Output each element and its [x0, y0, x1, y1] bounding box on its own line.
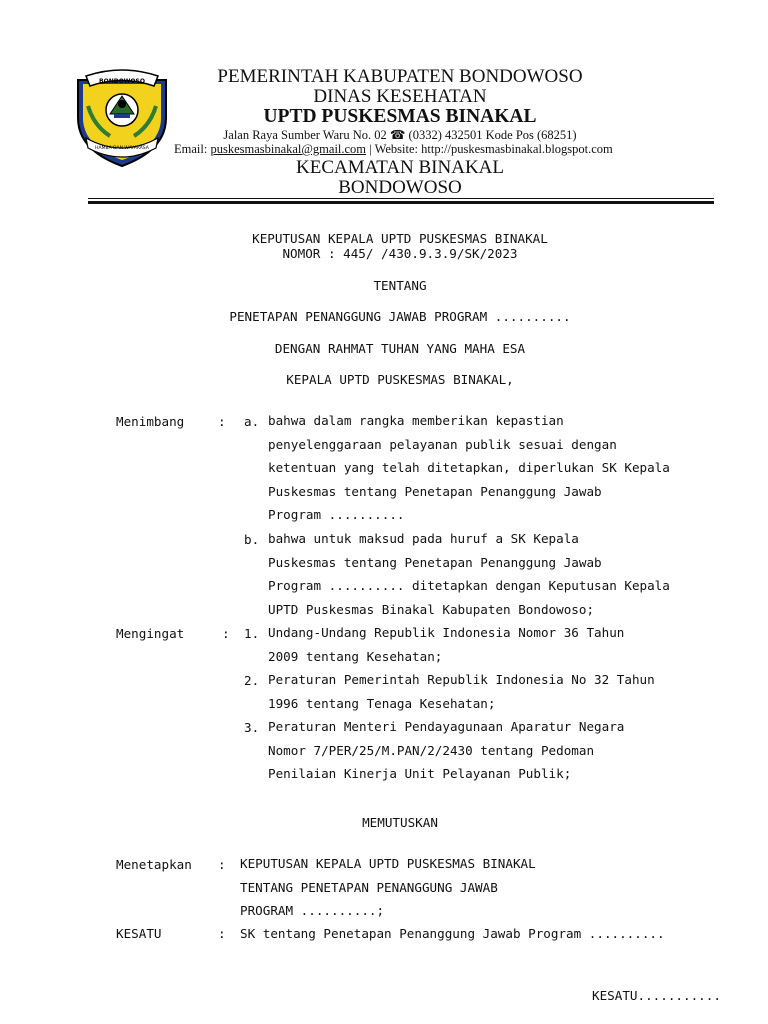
decree-subject: PENETAPAN PENANGGUNG JAWAB PROGRAM ..........	[229, 309, 571, 324]
text-line: 2009 tentang Kesehatan;	[268, 648, 443, 664]
text-line: TENTANG PENETAPAN PENANGGUNG JAWAB	[240, 879, 498, 895]
letterhead-city: BONDOWOSO	[338, 177, 462, 198]
text-line: Undang-Undang Republik Indonesia Nomor 36 Tahun	[268, 625, 625, 640]
email-label: Email:	[174, 142, 211, 156]
letterhead-institution: UPTD PUSKESMAS BINAKAL	[263, 106, 537, 127]
mengingat-marker-3: 3.	[244, 720, 260, 735]
text-line: Nomor 7/PER/25/M.PAN/2/2430 tentang Pedoman	[268, 742, 595, 758]
text-line: bahwa dalam rangka memberikan kepastian	[268, 413, 564, 428]
menimbang-label: Menimbang	[116, 414, 185, 429]
memutuskan-heading: MEMUTUSKAN	[362, 815, 438, 830]
mengingat-item-2	[268, 668, 689, 715]
decree-invocation: DENGAN RAHMAT TUHAN YANG MAHA ESA	[274, 341, 526, 356]
logo-motto-text: HAMBA DAN WAYARASA	[95, 146, 149, 151]
menetapkan-text	[240, 852, 689, 923]
decree-about-label: TENTANG	[373, 278, 427, 293]
letterhead-divider-thin	[88, 198, 714, 199]
decree-title: KEPUTUSAN KEPALA UPTD PUSKESMAS BINAKAL	[252, 231, 548, 246]
email-link[interactable]: puskesmasbinakal@gmail.com	[210, 142, 367, 156]
text-line: ketentuan yang telah ditetapkan, diperlukan SK Kepala	[268, 460, 670, 475]
menimbang-item-a	[268, 409, 689, 527]
kesatu-colon: :	[218, 926, 226, 941]
text-line: Program .......... ditetapkan dengan Keputusan Kepala	[268, 578, 670, 593]
menetapkan-label: Menetapkan	[116, 857, 192, 872]
kesatu-text: SK tentang Penetapan Penanggung Jawab Program ..........	[240, 926, 665, 941]
text-line: UPTD Puskesmas Binakal Kabupaten Bondowoso;	[268, 601, 595, 617]
mengingat-item-3	[268, 715, 689, 786]
text-line: Penilaian Kinerja Unit Pelayanan Publik;	[268, 766, 572, 781]
menimbang-item-b	[268, 527, 689, 621]
mengingat-marker-2: 2.	[244, 673, 260, 688]
mengingat-item-1	[268, 621, 689, 668]
mengingat-label: Mengingat	[116, 626, 185, 641]
text-line: Peraturan Menteri Pendayagunaan Aparatur Negara	[268, 719, 625, 734]
letterhead-government: PEMERINTAH KABUPATEN BONDOWOSO	[217, 66, 583, 87]
text-line: 1996 tentang Tenaga Kesehatan;	[268, 695, 496, 711]
menimbang-marker-a: a.	[244, 414, 260, 429]
text-line: PROGRAM ..........;	[240, 903, 385, 918]
letterhead-divider-thick	[88, 201, 714, 204]
menetapkan-colon: :	[218, 857, 226, 872]
letterhead-department: DINAS KESEHATAN	[313, 86, 487, 107]
text-line: Puskesmas tentang Penetapan Penanggung Jawab	[268, 554, 602, 570]
text-line: Puskesmas tentang Penetapan Penanggung Jawab	[268, 483, 602, 499]
text-line: Peraturan Pemerintah Republik Indonesia No 32 Tahun	[268, 672, 655, 687]
text-line: bahwa untuk maksud pada huruf a SK Kepala	[268, 531, 579, 546]
decree-issuer: KEPALA UPTD PUSKESMAS BINAKAL,	[286, 372, 514, 387]
text-line: Program ..........	[268, 507, 405, 522]
menimbang-marker-b: b.	[244, 532, 260, 547]
website-text: | Website: http://puskesmasbinakal.blogspot.com	[366, 142, 613, 156]
regency-crest-logo	[72, 66, 172, 168]
next-page-reference: KESATU...........	[592, 988, 721, 1003]
mengingat-marker-1: 1.	[244, 626, 260, 641]
letterhead-address: Jalan Raya Sumber Waru No. 02 ☎ (0332) 432501 Kode Pos (68251)	[223, 128, 577, 142]
text-line: penyelenggaraan pelayanan publik sesuai dengan	[268, 436, 617, 452]
decree-number: NOMOR : 445/ /430.9.3.9/SK/2023	[282, 246, 518, 261]
kesatu-label: KESATU	[116, 926, 162, 941]
mengingat-colon: :	[222, 626, 230, 641]
letterhead-district: KECAMATAN BINAKAL	[296, 157, 504, 178]
menimbang-colon: :	[218, 414, 226, 429]
logo-banner-text: BONDOWOSO	[99, 78, 145, 85]
text-line: KEPUTUSAN KEPALA UPTD PUSKESMAS BINAKAL	[240, 856, 536, 871]
letterhead-contact	[170, 142, 730, 157]
